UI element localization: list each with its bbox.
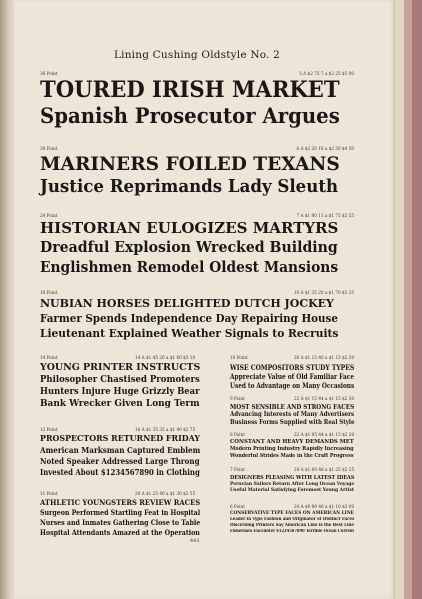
specimen-line: Justice Reprimands Lady Sleuth [40,176,339,197]
specimen-line: MOST SENSIBLE AND STRONG FACES [230,403,355,411]
price-label: 22 A $1 05 44 a $1 15 $2 20 [294,432,355,437]
specimen-line: YOUNG PRINTER INSTRUCTS [40,363,201,373]
page-edges-tinted [404,0,412,599]
specimen-line: Appreciate Value of Old Familiar Face [230,372,355,381]
size-label: 11 Point [40,491,58,496]
size-label: 36 Point [40,71,58,76]
size-label: 7 Point [230,467,245,472]
specimen-line: Hunters Injure Huge Grizzly Bear [40,387,200,397]
specimen-line: Philosopher Chastised Promoters [40,375,200,385]
price-label: 22 A $1 15 44 a $1 15 $2 30 [294,396,355,401]
specimen-line: American Marksman Captured Emblem [40,445,201,455]
specimen-line: Dreadful Explosion Wrecked Building [40,238,338,256]
specimen-line: WISE COMPOSITORS STUDY TYPES [230,363,355,372]
specimen-line: Wonderful Strides Made in the Craft Progress [230,453,354,459]
specimen-line: Lieutenant Explained Weather Signals to Recruits [40,327,339,340]
specimen-line: Modern Printing Industry Rapidly Increasing [230,446,354,452]
size-label: 9 Point [230,396,245,401]
size-label: 12 Point [40,427,58,432]
page-title: Lining Cushing Oldstyle No. 2 [113,49,281,61]
specimen-line: CONSTANT AND HEAVY DEMANDS MET [230,439,354,445]
specimen-line: Nurses and Inmates Gathering Close to Table [40,518,201,527]
specimen-line: Invested About $1234567890 in Clothing [40,467,200,477]
specimen-line: MARINERS FOILED TEXANS [40,153,340,175]
specimen-line: Used to Advantage on Many Occasions [230,381,355,390]
specimen-line: Spanish Prosecutor Argues [40,103,340,128]
specimen-line: Discerning Printers Say American Line is the Best Line [230,523,354,528]
size-label: 30 Point [40,146,58,151]
specimen-line: NUBIAN HORSES DELIGHTED DUTCH JOCKEY [40,297,334,310]
specimen-line: Useful Material Satisfying Foremost Young Artist [230,487,354,493]
specimen-line: Surgeon Performed Startling Feat in Hospital [40,508,201,517]
specimen-line: TOURED IRISH MARKET [40,77,340,103]
specimen-line: PROSPECTORS RETURNED FRIDAY [40,433,201,443]
price-label: 20 A $1 25 40 a $1 30 $2 55 [135,491,196,496]
specimen-line: Leader in Type Fashion and Originator of Distinct Faces [230,517,355,522]
size-label: 14 Point [40,355,58,360]
price-label: 16 A $1 35 32 a $1 40 $2 75 [135,427,196,432]
book-cover-edge [412,0,422,599]
page-number: 443 [190,538,200,544]
specimen-line: DESIGNERS PLEASING WITH LATEST IDEAS [230,475,355,481]
specimen-line: ATHLETIC YOUNGSTERS REVIEW RACES [40,498,201,507]
specimen-line: Business Forms Supplied with Real Style [230,419,355,426]
specimen-line: Hospital Attendants Amazed at the Operation [40,528,200,537]
price-label: 20 A $1 15 40 a $1 15 $2 30 [294,355,355,360]
size-label: 10 Point [230,355,248,360]
specimen-line: Farmer Spends Independence Day Repairing House [40,312,338,325]
price-label: 10 A $1 35 20 a $1 70 $3 25 [293,290,354,295]
specimen-line: Advancing Interests of Many Advertisers [230,411,355,418]
specimen-line: HISTORIAN EULOGIZES MARTYRS [40,219,339,237]
size-label: 24 Point [40,213,58,218]
specimen-line: Peruvian Sailors Return After Long Ocean Voyage [230,481,355,487]
price-label: 24 A $1 00 48 a $1 25 $2 25 [294,467,355,472]
price-label: 5 A $2 75 7 a $2 25 $5 00 [299,71,354,76]
size-label: 6 Point [230,504,245,509]
size-label: 18 Point [40,290,58,295]
size-label: 8 Point [230,432,245,437]
price-label: 6 A $2 20 10 a $2 30 $4 50 [296,146,354,151]
specimen-line: CONSERVATIVE TYPE FACES ON AMERICAN LINE [230,511,354,516]
specimen-line: Noted Speaker Addressed Large Throng [40,456,200,466]
specimen-line: Englishmen Remodel Oldest Mansions [40,258,339,276]
specimen-line: Bank Wrecker Given Long Term [40,399,200,409]
specimen-line: Fishermen Encounter $1234567890 Terrible Ocean Current [230,529,355,534]
price-label: 7 A $1 80 11 a $1 75 $3 55 [296,213,354,218]
price-label: 14 A $1 45 20 a $1 60 $3 10 [135,355,196,360]
price-label: 24 A $0 90 48 a $1 10 $2 00 [294,504,355,509]
